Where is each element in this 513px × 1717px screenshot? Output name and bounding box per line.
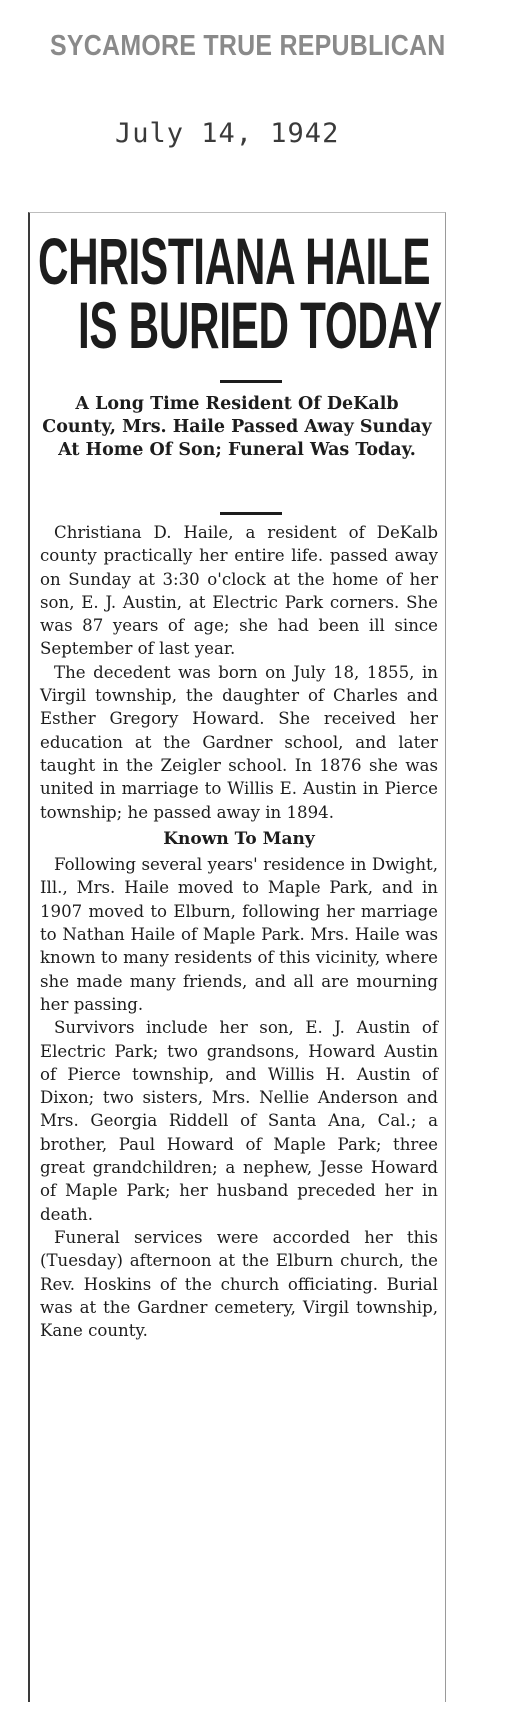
headline-line-1: CHRISTIANA HAILE [38,224,431,298]
paragraph-1: Christiana D. Haile, a resident of DeKalb county practically her entire life. passed away on Sunday at 3:30 o'clock at the home of her son, E. J. Austin, at Electric Park corners. She was 87 years of age; she had been ill since September of last year. [40,523,438,659]
headline-line-2: IS BURIED TODAY [78,288,442,362]
article-body [40,521,438,1342]
headline-rule [220,380,282,383]
paragraph-4: Survivors include her son, E. J. Austin of Electric Park; two grandsons, Howard Austin of Pierce township, and Willis H. Austin of Dixon; two sisters, Mrs. Nellie Anderson and Mrs. Georgia Riddell of Santa Ana, Cal.; a brother, Paul Howard of Maple Park; three great grandchildren; a nephew, Jesse Howard of Maple Park; her husband preceded her in death. [40,1018,438,1224]
paragraph-3: Following several years' residence in Dwight, Ill., Mrs. Haile moved to Maple Park, and in 1907 moved to Elburn, following her marriage to Nathan Haile of Maple Park. Mrs. Haile was known to many residents of this vicinity, where she made many friends, and all are mourning her passing. [40,855,438,1014]
deck-subheadline: A Long Time Resident Of DeKalb County, Mrs. Haile Passed Away Sunday At Home Of Son; Funeral Was Today. [42,394,432,460]
section-subhead: Known To Many [163,828,315,849]
newspaper-clipping [28,212,446,1702]
deck-rule [220,512,282,515]
publication-date: July 14, 1942 [115,118,340,149]
paragraph-5: Funeral services were accorded her this (Tuesday) afternoon at the Elburn church, the Rev. Hoskins of the church officiating. Burial was at the Gardner cemetery, Virgil township, Kane county. [40,1227,438,1341]
paragraph-2: The decedent was born on July 18, 1855, in Virgil township, the daughter of Charles and Esther Gregory Howard. She received her education at the Gardner school, and later taught in the Zeigler school. In 1876 she was united in marriage to Willis E. Austin in Pierce township; he passed away in 1894. [40,662,438,822]
masthead-stamp: SYCAMORE TRUE REPUBLICAN [50,30,446,62]
